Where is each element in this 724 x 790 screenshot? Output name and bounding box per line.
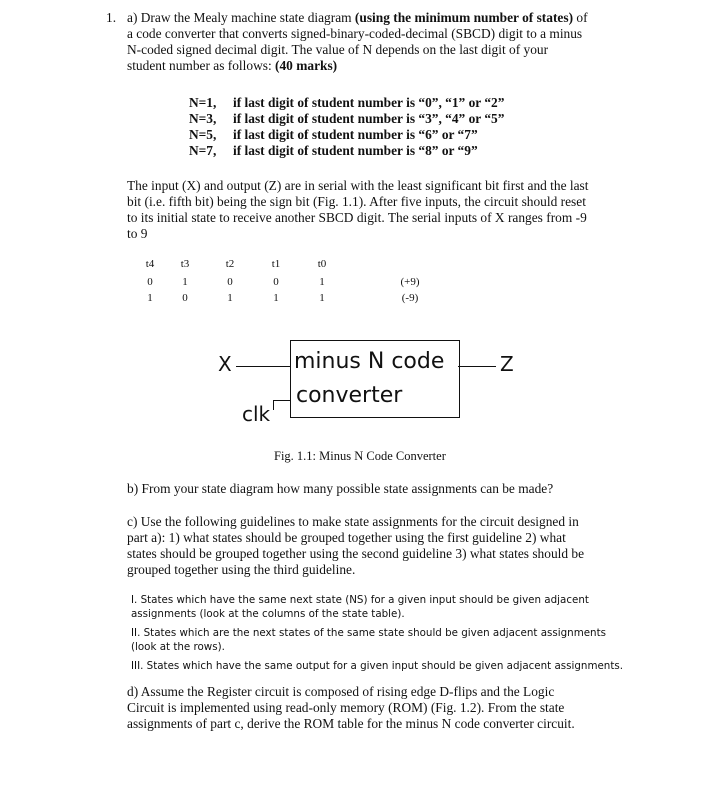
output-label-z: Z bbox=[500, 352, 514, 376]
part-c-text: c) Use the following guidelines to make state assignments for the circuit designed in part a): 1) what states should be grouped together using the first guideline 2) what states should be grouped together using the second guideline 3) what states should be grouped together using the third guideline. bbox=[127, 514, 585, 577]
converter-box-line1: minus N code bbox=[294, 349, 445, 374]
part-a-line1-pre: a) Draw the Mealy machine state diagram bbox=[127, 10, 355, 25]
guideline-item: II. States which are the next states of the same state should be given adjacent assignments (look at the rows). bbox=[131, 627, 606, 653]
guidelines-list bbox=[131, 593, 641, 673]
table-cell: 1 bbox=[319, 276, 325, 288]
table-cell: 0 bbox=[273, 276, 279, 288]
table-header: t1 bbox=[271, 258, 281, 270]
n-rule: N=7, if last digit of student number is “8” or “9” bbox=[189, 143, 478, 158]
part-a-text bbox=[127, 10, 619, 74]
part-a-line3: N-coded signed decimal digit. The value of N depends on the last digit of your bbox=[127, 42, 549, 57]
table-header: t2 bbox=[225, 258, 235, 270]
converter-box-line2: converter bbox=[296, 383, 403, 408]
input-wire bbox=[236, 366, 290, 367]
table-cell: 1 bbox=[227, 292, 233, 304]
question-number: 1. bbox=[106, 10, 117, 25]
clock-wire-edge bbox=[273, 400, 274, 410]
table-cell: 1 bbox=[273, 292, 279, 304]
part-d-text: d) Assume the Register circuit is composed of rising edge D-flips and the Logic Circuit is implemented using read-only memory (ROM) (Fig. 1.2). From the state assignments of part c, derive the ROM table for the minus N code converter circuit. bbox=[127, 684, 575, 731]
input-label-x: X bbox=[218, 352, 232, 376]
table-header: t4 bbox=[145, 258, 155, 270]
n-rule: N=1, if last digit of student number is “0”, “1” or “2” bbox=[189, 95, 505, 110]
n-rules-list bbox=[189, 95, 569, 161]
clock-label: clk bbox=[242, 402, 271, 426]
figure-caption: Fig. 1.1: Minus N Code Converter bbox=[274, 449, 446, 463]
part-a-line1-post: of bbox=[573, 10, 588, 25]
table-header: t0 bbox=[317, 258, 327, 270]
n-rule: N=5, if last digit of student number is “6” or “7” bbox=[189, 127, 478, 142]
table-cell: 1 bbox=[147, 292, 153, 304]
part-a-line2: a code converter that converts signed-binary-coded-decimal (SBCD) digit to a minus bbox=[127, 26, 583, 41]
table-cell: 0 bbox=[147, 276, 153, 288]
table-cell: 0 bbox=[182, 292, 188, 304]
n-rule: N=3, if last digit of student number is “3”, “4” or “5” bbox=[189, 111, 505, 126]
table-header: t3 bbox=[180, 258, 190, 270]
io-paragraph: The input (X) and output (Z) are in serial with the least significant bit first and the last bit (i.e. fifth bit) being the sign bit (Fig. 1.1). After five inputs, the circuit should reset to its initial state to receive another SBCD digit. The serial inputs of X ranges from -9 to 9 bbox=[127, 178, 589, 241]
table-row-label: (-9) bbox=[401, 292, 419, 304]
bit-table bbox=[140, 258, 440, 314]
part-a-line1-bold: (using the minimum number of states) bbox=[354, 10, 574, 25]
table-cell: 0 bbox=[227, 276, 233, 288]
guideline-item: III. States which have the same output for a given input should be given adjacent assignments. bbox=[131, 660, 624, 672]
part-b-text: b) From your state diagram how many possible state assignments can be made? bbox=[127, 481, 554, 496]
clock-wire bbox=[273, 400, 290, 401]
output-wire bbox=[458, 366, 496, 367]
table-row-label: (+9) bbox=[400, 276, 420, 288]
converter-diagram bbox=[212, 338, 542, 434]
table-cell: 1 bbox=[319, 292, 325, 304]
part-a-marks: (40 marks) bbox=[275, 58, 338, 73]
part-a-line4-pre: student number as follows: bbox=[127, 58, 276, 73]
table-cell: 1 bbox=[182, 276, 188, 288]
guideline-item: I. States which have the same next state (NS) for a given input should be given adjacent assignments (look at the columns of the state table). bbox=[131, 594, 589, 620]
